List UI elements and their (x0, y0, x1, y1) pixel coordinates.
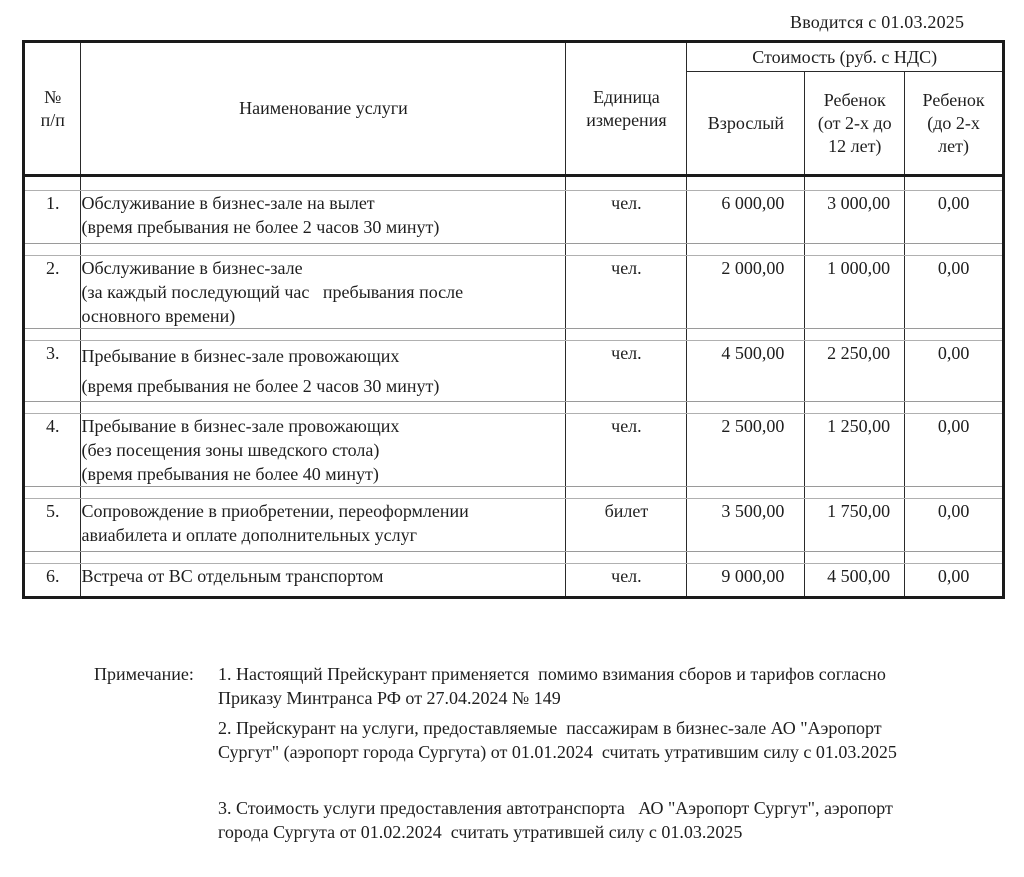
service-name-line: Пребывание в бизнес-зале провожающих (81, 346, 400, 366)
service-name-line: (время пребывания не более 2 часов 30 минут) (81, 217, 440, 237)
price-child-under-2: 0,00 (905, 564, 1004, 598)
effective-date: Вводится с 01.03.2025 (790, 12, 965, 32)
unit: чел. (566, 341, 687, 402)
unit: билет (566, 499, 687, 552)
table-row (24, 564, 1004, 598)
header-unit-line: измерения (586, 109, 667, 130)
row-spacer (24, 552, 1004, 564)
header-unit-line: Единица (593, 86, 660, 107)
note-item (218, 662, 998, 710)
service-name-line: Обслуживание в бизнес-зале (81, 258, 303, 278)
table-row (24, 341, 1004, 402)
service-name-line: Обслуживание в бизнес-зале на вылет (81, 193, 375, 213)
price-child-2-12: 2 250,00 (805, 341, 905, 402)
price-child-2-12: 3 000,00 (805, 191, 905, 244)
row-spacer (24, 487, 1004, 499)
header-infant-line: лет) (938, 135, 969, 156)
row-number: 1. (24, 191, 81, 244)
service-name (81, 341, 566, 402)
service-name-line: (за каждый последующий час пребывания после (81, 282, 464, 302)
price-adult: 4 500,00 (687, 341, 805, 402)
price-child-2-12: 1 750,00 (805, 499, 905, 552)
price-child-under-2: 0,00 (905, 341, 1004, 402)
note-line: 1. Настоящий Прейскурант применяется помимо взимания сборов и тарифов согласно (218, 664, 886, 684)
price-child-under-2: 0,00 (905, 499, 1004, 552)
table-row (24, 499, 1004, 552)
header-child-line: 12 лет) (828, 135, 882, 156)
row-number: 3. (24, 341, 81, 402)
price-child-under-2: 0,00 (905, 256, 1004, 329)
service-name-line: Пребывание в бизнес-зале провожающих (81, 416, 400, 436)
note-line: города Сургута от 01.02.2024 считать утратившей силу с 01.03.2025 (218, 822, 743, 842)
header-adult: Взрослый (687, 72, 805, 176)
note-line: 3. Стоимость услуги предоставления автотранспорта АО "Аэропорт Сургут", аэропорт (218, 798, 893, 818)
service-name-line: Сопровождение в приобретении, переоформлении (81, 501, 469, 521)
price-child-2-12: 1 250,00 (805, 414, 905, 487)
row-spacer (24, 176, 1004, 191)
service-name-line: основного времени) (81, 306, 236, 326)
unit: чел. (566, 414, 687, 487)
notes-label: Примечание: (94, 664, 194, 684)
row-spacer (24, 402, 1004, 414)
price-child-under-2: 0,00 (905, 414, 1004, 487)
row-number: 5. (24, 499, 81, 552)
service-name-line: Встреча от ВС отдельным транспортом (81, 566, 384, 586)
service-name (81, 414, 566, 487)
service-name (81, 256, 566, 329)
service-name-line: (без посещения зоны шведского стола) (81, 440, 380, 460)
header-child-2-12 (805, 72, 905, 176)
header-number (24, 42, 81, 176)
table-row (24, 191, 1004, 244)
notes-list (218, 662, 998, 844)
note-line: Сургут" (аэропорт города Сургута) от 01.01.2024 считать утратившим силу с 01.03.2025 (218, 742, 897, 762)
service-name (81, 191, 566, 244)
price-child-2-12: 1 000,00 (805, 256, 905, 329)
header-number-line: № (44, 86, 62, 107)
price-adult: 6 000,00 (687, 191, 805, 244)
header-service-name: Наименование услуги (81, 42, 566, 176)
price-adult: 2 000,00 (687, 256, 805, 329)
header-child-line: Ребенок (823, 89, 886, 110)
unit: чел. (566, 191, 687, 244)
price-child-2-12: 4 500,00 (805, 564, 905, 598)
row-number: 4. (24, 414, 81, 487)
table-row (24, 414, 1004, 487)
unit: чел. (566, 564, 687, 598)
price-child-under-2: 0,00 (905, 191, 1004, 244)
price-adult: 9 000,00 (687, 564, 805, 598)
unit: чел. (566, 256, 687, 329)
service-name-line: (время пребывания не более 40 минут) (81, 464, 379, 484)
row-spacer (24, 244, 1004, 256)
note-item (218, 796, 998, 844)
row-number: 2. (24, 256, 81, 329)
service-name-line: (время пребывания не более 2 часов 30 минут) (81, 376, 440, 396)
header-number-line: п/п (40, 109, 65, 130)
header-infant-line: Ребенок (922, 89, 985, 110)
note-line: Приказу Минтранса РФ от 27.04.2024 № 149 (218, 688, 561, 708)
header-unit (566, 42, 687, 176)
row-number: 6. (24, 564, 81, 598)
note-item (218, 716, 998, 764)
price-list-table (22, 40, 1005, 599)
header-infant-line: (до 2-х (927, 112, 980, 133)
price-adult: 3 500,00 (687, 499, 805, 552)
note-line: 2. Прейскурант на услуги, предоставляемые пассажирам в бизнес-зале АО "Аэропорт (218, 718, 882, 738)
row-spacer (24, 329, 1004, 341)
price-adult: 2 500,00 (687, 414, 805, 487)
service-name-line: авиабилета и оплате дополнительных услуг (81, 525, 417, 545)
table-row (24, 256, 1004, 329)
service-name (81, 564, 566, 598)
header-cost-group: Стоимость (руб. с НДС) (687, 42, 1004, 72)
header-child-line: (от 2-х до (817, 112, 892, 133)
header-child-under-2 (905, 72, 1004, 176)
service-name (81, 499, 566, 552)
